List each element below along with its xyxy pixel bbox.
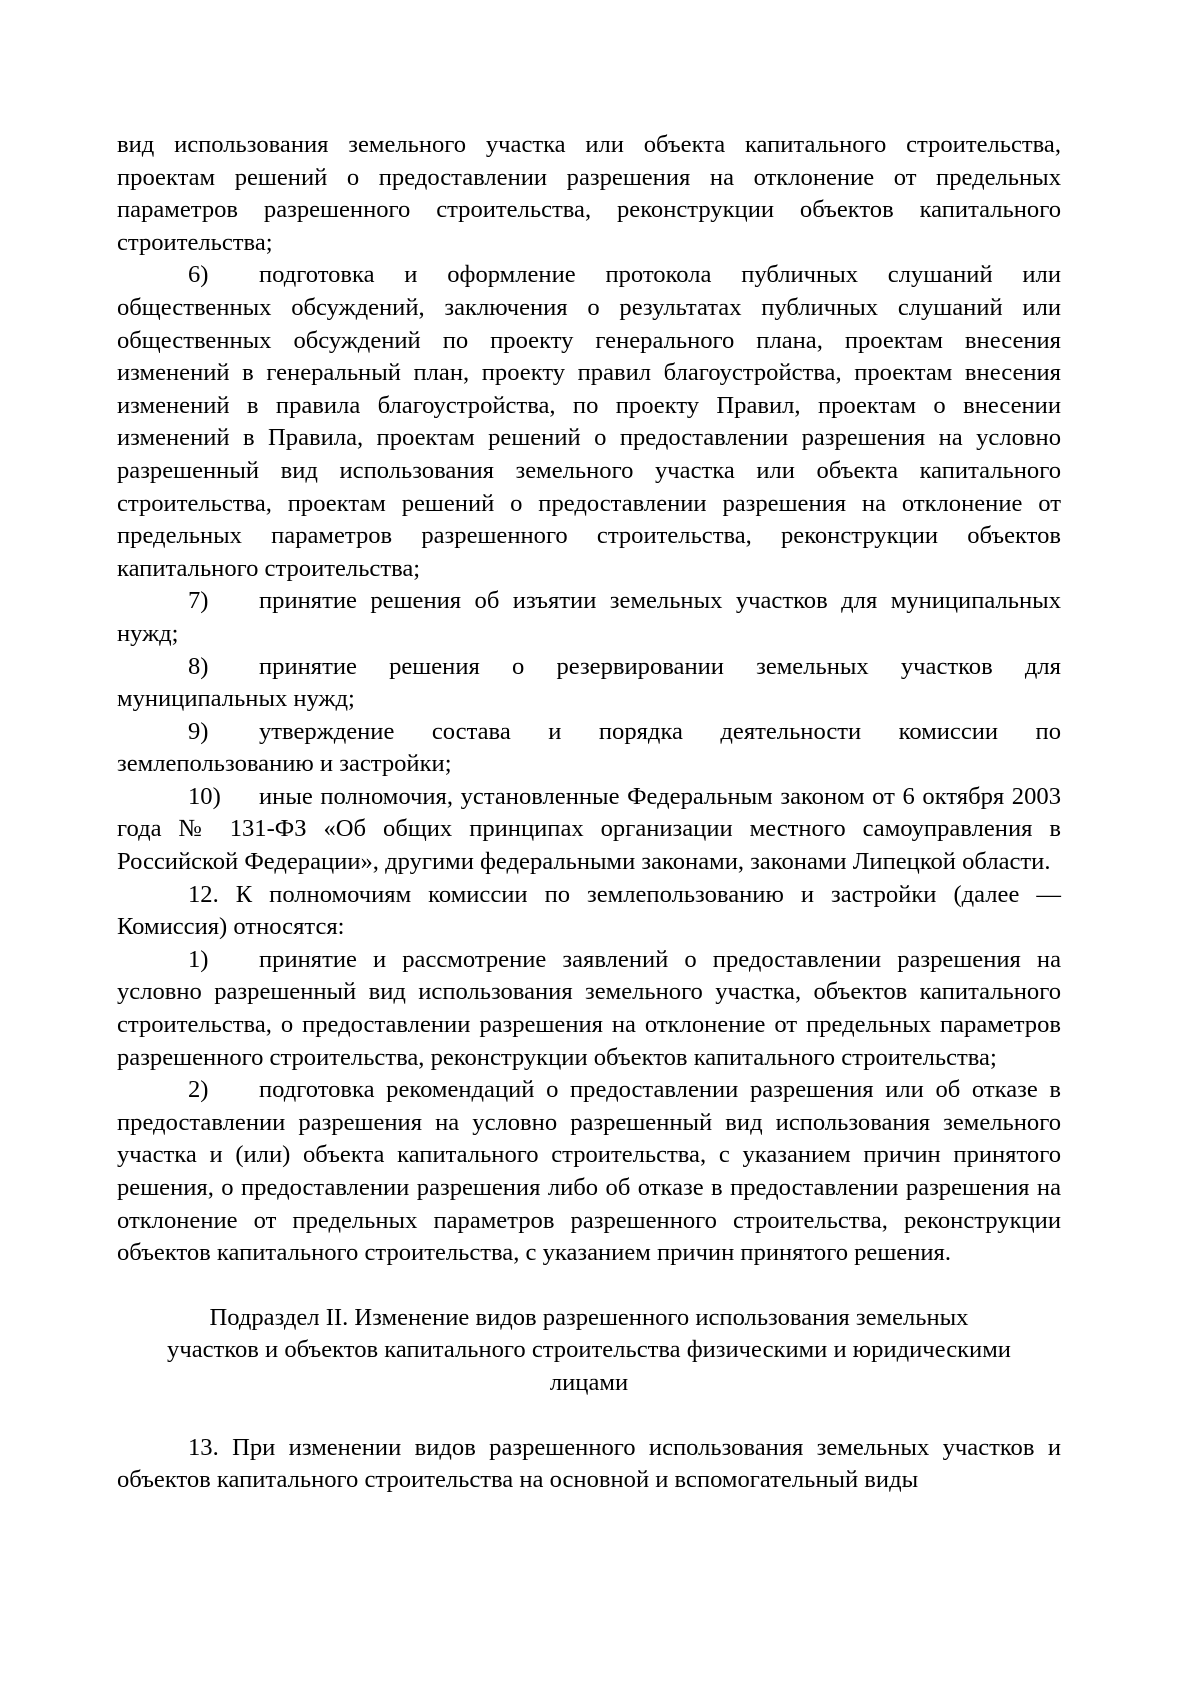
list-item-9	[117, 716, 1061, 781]
intro-paragraph: вид использования земельного участка или объекта капитального строительства, проектам решений о предоставлении разрешения на отклонение от предельных параметров разрешенного строительства, реконструкции объектов капитального строительства;	[117, 131, 1061, 256]
list-item-text: принятие решения о резервировании земельных участков для муниципальных нужд;	[117, 652, 1061, 713]
heading-line: участков и объектов капитального строительства физическими и юридическими	[167, 1336, 1011, 1364]
list-item-number: 8)	[188, 652, 209, 680]
list-item-number: 2)	[188, 1076, 209, 1104]
list-item-number: 6)	[188, 261, 209, 289]
list-item-text: принятие решения об изъятии земельных участков для муниципальных нужд;	[117, 587, 1061, 647]
list-item-1	[117, 944, 1061, 1074]
list-item-2	[117, 1074, 1061, 1270]
list-item-text: принятие и рассмотрение заявлений о предоставлении разрешения на условно разрешенный вид использования земельного участка, объектов капитального строительства, о предоставлении разрешения на отклонение от предельных параметров разрешенного строительства, реконструкции объектов капитального строительства;	[117, 945, 1061, 1071]
list-item-text: подготовка и оформление протокола публичных слушаний или общественных обсуждений, заключения о результатах публичных слушаний или общественных обсуждений по проекту генерального плана, проектам внесения изменений в генеральный план, проекту правил благоустройства, проектам внесения изменений в правила благоустройства, по проекту Правил, проектам о внесении изменений в Правила, проектам решений о предоставлении разрешения на условно разрешенный вид использования земельного участка или объекта капитального строительства, проектам решений о предоставлении разрешения на отклонение от предельных параметров разрешенного строительства, реконструкции объектов капитального строительства;	[117, 261, 1061, 582]
document-page	[117, 129, 1061, 1497]
list-item-number: 10)	[188, 782, 221, 810]
heading-line: Подраздел II. Изменение видов разрешенного использования земельных	[209, 1303, 969, 1331]
list-item-number: 7)	[188, 587, 209, 615]
list-item-text: иные полномочия, установленные Федеральным законом от 6 октября 2003 года № 131-ФЗ «Об общих принципах организации местного самоуправления в Российской Федерации», другими федеральными законами, законами Липецкой области.	[117, 782, 1061, 876]
list-item-number: 1)	[188, 945, 209, 973]
subsection-heading	[117, 1302, 1061, 1400]
list-item-number: 9)	[188, 717, 209, 745]
list-item-8	[117, 651, 1061, 716]
list-item-text: подготовка рекомендаций о предоставлении разрешения или об отказе в предоставлении разрешения на условно разрешенный вид использования земельного участка и (или) объекта капитального строительства, с указанием причин принятого решения, о предоставлении разрешения либо об отказе в предоставлении разрешения на отклонение от предельных параметров разрешенного строительства, реконструкции объектов капитального строительства, с указанием причин принятого решения.	[117, 1076, 1061, 1267]
paragraph-12: 12. К полномочиям комиссии по землепользованию и застройки (далее — Комиссия) относятся:	[117, 880, 1061, 941]
list-item-text: утверждение состава и порядка деятельности комиссии по землепользованию и застройки;	[117, 717, 1061, 778]
heading-line: лицами	[549, 1368, 629, 1396]
list-item-10	[117, 781, 1061, 879]
paragraph-13: 13. При изменении видов разрешенного использования земельных участков и объектов капитального строительства на основной и вспомогательный виды	[117, 1433, 1061, 1494]
list-item-7	[117, 585, 1061, 650]
list-item-6	[117, 259, 1061, 585]
